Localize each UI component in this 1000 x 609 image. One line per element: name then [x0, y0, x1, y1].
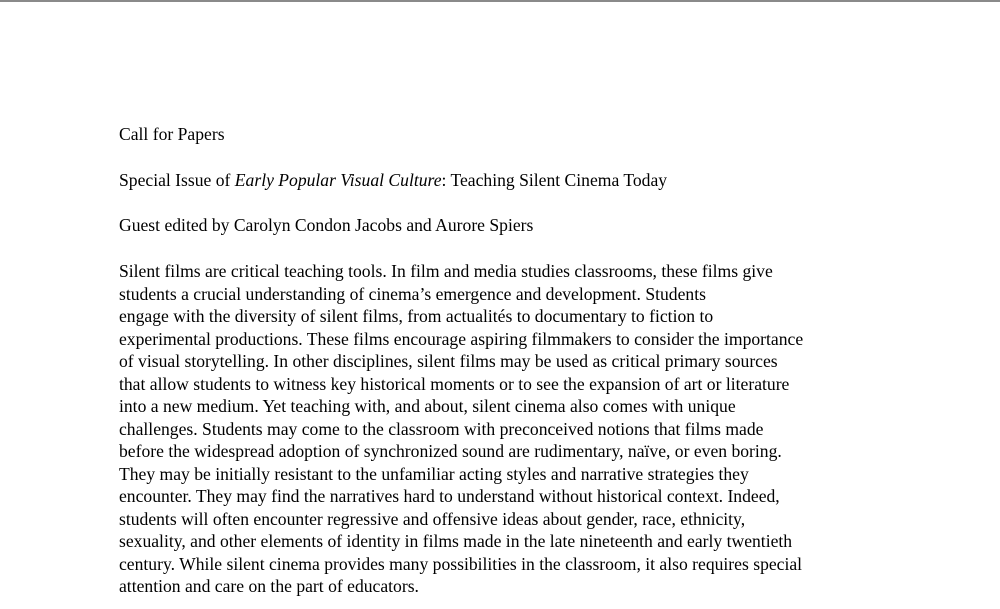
body-line: that allow students to witness key historical moments or to see the expansion of art or literature [119, 373, 790, 394]
body-line: They may be initially resistant to the unfamiliar acting styles and narrative strategies they [119, 463, 749, 484]
body-paragraph [119, 260, 979, 598]
issue-suffix: : Teaching Silent Cinema Today [441, 170, 668, 190]
journal-title: Early Popular Visual Culture [234, 170, 442, 190]
body-line: attention and care on the part of educators. [119, 576, 419, 596]
issue-title-line [119, 169, 667, 192]
body-line: Silent films are critical teaching tools. In film and media studies classrooms, these films give [119, 261, 773, 281]
body-line: before the widespread adoption of synchronized sound are rudimentary, naïve, or even boring. [119, 441, 782, 461]
body-line: into a new medium. Yet teaching with, and about, silent cinema also comes with unique [119, 396, 736, 416]
body-line: century. While silent cinema provides many possibilities in the classroom, it also requires special [119, 553, 803, 574]
body-line: experimental productions. These films encourage aspiring filmmakers to consider the importance [119, 328, 804, 349]
body-line: engage with the diversity of silent films, from actualités to documentary to fiction to [119, 306, 714, 326]
body-line: of visual storytelling. In other disciplines, silent films may be used as critical primary sources [119, 351, 778, 371]
issue-prefix: Special Issue of [119, 170, 235, 190]
body-line: encounter. They may find the narratives hard to understand without historical context. Indeed, [119, 486, 780, 506]
body-line: students will often encounter regressive and offensive ideas about gender, race, ethnicity, [119, 508, 746, 529]
body-line: students a crucial understanding of cinema’s emergence and development. Students [119, 283, 706, 304]
guest-editors-line: Guest edited by Carolyn Condon Jacobs and Aurore Spiers [119, 215, 534, 235]
body-line: challenges. Students may come to the classroom with preconceived notions that films made [119, 418, 764, 439]
document-heading: Call for Papers [119, 124, 225, 144]
body-line: sexuality, and other elements of identity in films made in the late nineteenth and early twentieth [119, 531, 793, 551]
